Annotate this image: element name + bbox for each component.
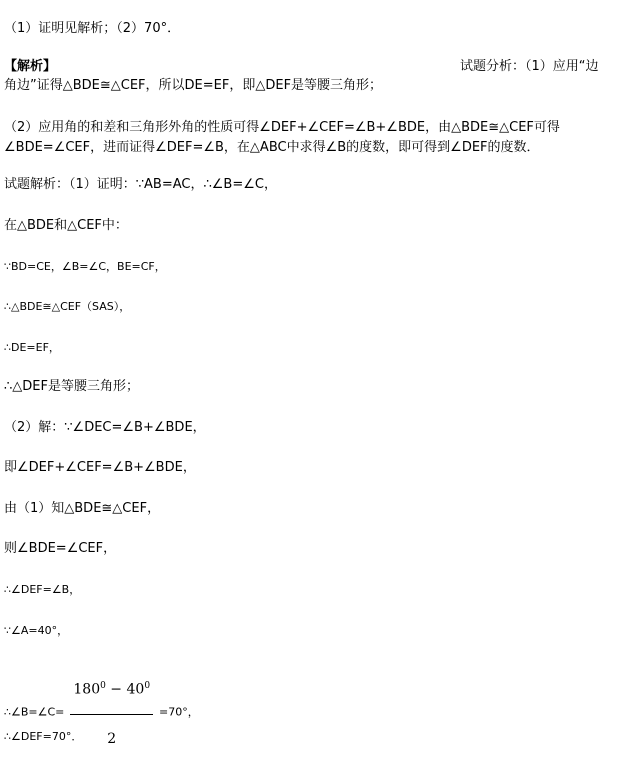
solution-step-5: ∴DE=EF， (4, 341, 60, 354)
solution-step-2: 在△BDE和△CEF中： (4, 218, 128, 233)
solution-step-4: ∴△BDE≅△CEF（SAS）， (4, 300, 131, 313)
analysis-intro: 试题分析：（1）应用“边 (460, 59, 599, 74)
solution-step-10: 则∠BDE=∠CEF， (4, 541, 117, 556)
numerator-value-a: 180 (73, 681, 101, 698)
solution-step-1: 试题解析：（1）证明：∵AB=AC，∴∠B=∠C， (4, 177, 277, 192)
solution-step-11: ∴∠DEF=∠B， (4, 583, 81, 596)
solution-step-6: ∴△DEF是等腰三角形； (4, 379, 139, 394)
fraction (70, 664, 153, 761)
solution-step-8: 即∠DEF+∠CEF=∠B+∠BDE， (4, 460, 196, 475)
solution-step-12: ∵∠A=40°， (4, 624, 69, 637)
solution-step-13 (4, 664, 199, 761)
step-13-prefix: ∴∠B=∠C= (4, 705, 65, 719)
analysis-line-1: 角边”证得△BDE≅△CEF，所以DE=EF，即△DEF是等腰三角形； (4, 78, 383, 93)
degree-mark-b: 0 (144, 681, 151, 691)
step-13-suffix: =70°， (159, 705, 199, 719)
fraction-numerator (70, 664, 153, 715)
analysis-title: 【解析】 (4, 59, 57, 74)
solution-step-3: ∵BD=CE，∠B=∠C，BE=CF， (4, 260, 166, 273)
solution-step-9: 由（1）知△BDE≅△CEF， (4, 501, 161, 516)
solution-step-14: ∴∠DEF=70°． (4, 730, 83, 743)
analysis-line-2: （2）应用角的和差和三角形外角的性质可得∠DEF+∠CEF=∠B+∠BDE，由△BDE≅△CEF可得∠BDE=∠CEF，进而证得∠DEF=∠B，在△ABC中求得∠B的度数，即可得到∠DEF的度数． (4, 120, 560, 155)
solution-step-7: （2）解：∵∠DEC=∠B+∠BDE， (4, 420, 206, 435)
fraction-denominator: 2 (107, 730, 117, 747)
numerator-value-b: − 40 (105, 681, 145, 698)
degree-mark-a: 0 (100, 681, 106, 691)
answer-line: （1）证明见解析；（2）70°． (4, 21, 181, 36)
